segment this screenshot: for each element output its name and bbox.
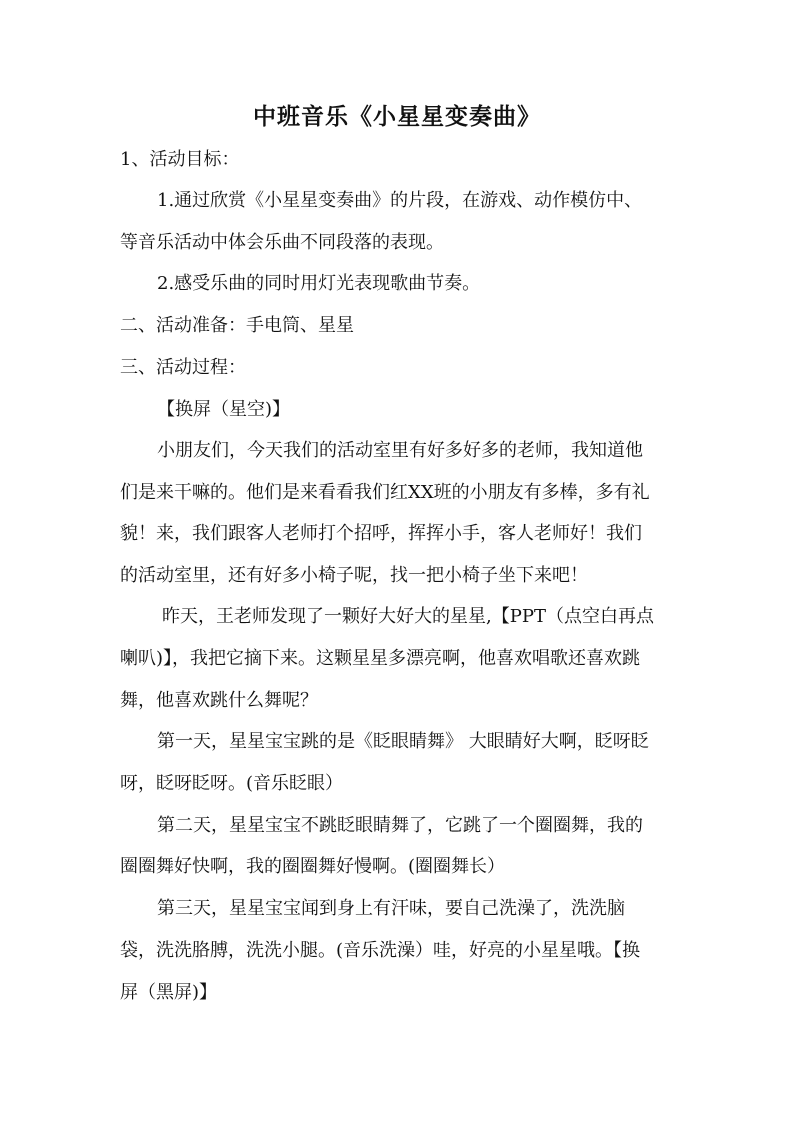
paragraph-line: 第一天，星星宝宝跳的是《眨眼睛舞》 大眼睛好大啊，眨呀眨 xyxy=(157,731,649,752)
paragraph-line: 貌！来，我们跟客人老师打个招呼，挥挥小手，客人老师好！我们 xyxy=(120,523,642,544)
paragraph-line: 袋，洗洗胳膊，洗洗小腿。(音乐洗澡）哇，好亮的小星星哦。【换 xyxy=(120,940,641,961)
paragraph-line: 舞，他喜欢跳什么舞呢？ xyxy=(120,690,318,711)
paragraph-line: 屏（黑屏)】 xyxy=(120,982,218,1003)
paragraph-line: 喇叭)】，我把它摘下来。这颗星星多漂亮啊，他喜欢唱歌还喜欢跳 xyxy=(120,648,641,669)
stage-direction-starry-sky: 【换屏（星空)】 xyxy=(157,399,291,420)
paragraph-line: 第二天，星星宝宝不跳眨眼睛舞了，它跳了一个圈圈舞，我的 xyxy=(157,815,643,836)
section-heading-goals: 1、活动目标： xyxy=(120,149,240,170)
paragraph-line: 昨天，王老师发现了一颗好大好大的星星,【PPT（点空白再点 xyxy=(162,606,654,627)
section-heading-process: 三、活动过程： xyxy=(120,357,246,378)
paragraph-line: 呀，眨呀眨呀。(音乐眨眼） xyxy=(120,773,344,794)
paragraph-line: 小朋友们，今天我们的活动室里有好多好多的老师，我知道他 xyxy=(157,440,643,461)
paragraph-line: 的活动室里，还有好多小椅子呢，找一把小椅子坐下来吧！ xyxy=(120,565,588,586)
document-title: 中班音乐《小星星变奏曲》 xyxy=(253,103,541,130)
paragraph-line: 圈圈舞好快啊，我的圈圈舞好慢啊。(圈圈舞长） xyxy=(120,856,506,877)
goal-item-1: 1.通过欣赏《小星星变奏曲》的片段，在游戏、动作模仿中、 xyxy=(157,190,643,211)
goal-item-1-continued: 等音乐活动中体会乐曲不同段落的表现。 xyxy=(120,232,444,253)
goal-item-2: 2.感受乐曲的同时用灯光表现歌曲节奏。 xyxy=(157,273,481,294)
paragraph-line: 们是来干嘛的。他们是来看看我们红XX班的小朋友有多棒，多有礼 xyxy=(120,482,650,503)
section-heading-preparation: 二、活动准备：手电筒、星星 xyxy=(120,315,354,336)
paragraph-line: 第三天，星星宝宝闻到身上有汗味，要自己洗澡了，洗洗脑 xyxy=(157,898,625,919)
